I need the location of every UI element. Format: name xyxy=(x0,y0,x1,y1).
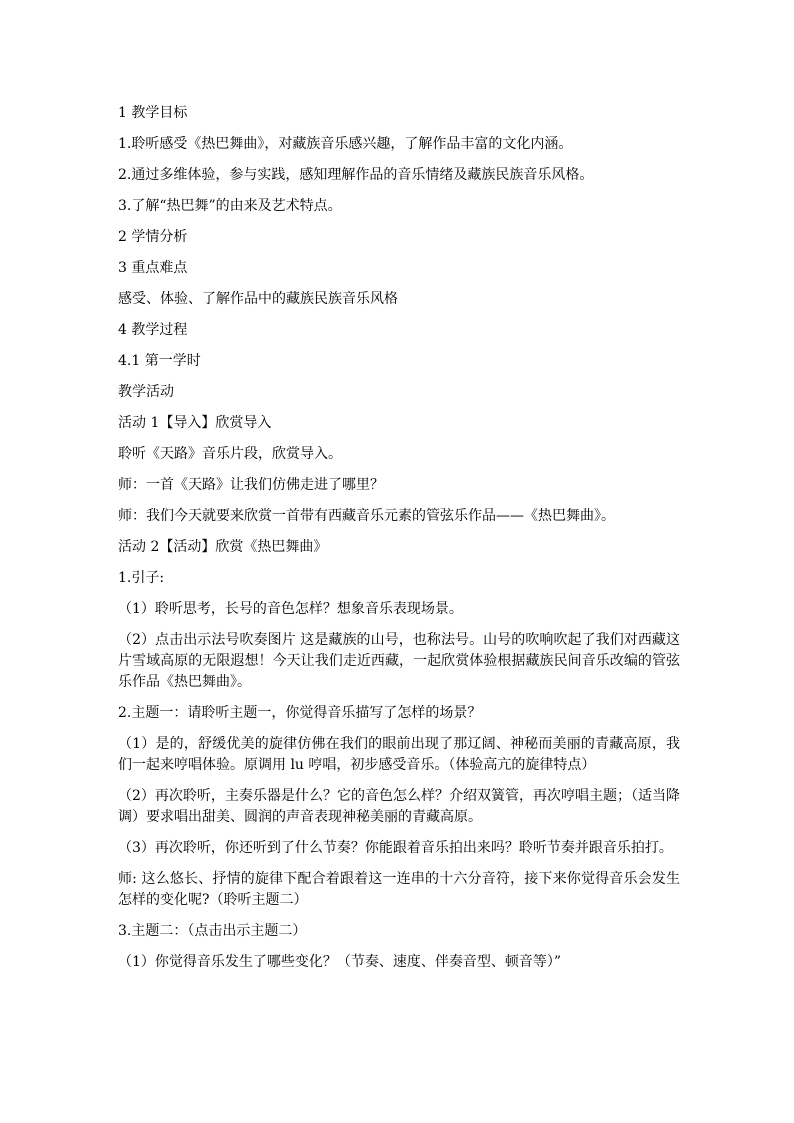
step-heading: 2.主题一：请聆听主题一，你觉得音乐描写了怎样的场景？ xyxy=(118,705,482,721)
paragraph: 师: 这么悠长、抒情的旋律下配合着跟着这一连串的十六分音符，接下来你觉得音乐会发生怎样的变化呢?（聆听主题二） xyxy=(118,871,680,908)
paragraph: （2）再次聆听，主奏乐器是什么？它的音色怎么样？介绍双簧管，再次哼唱主题；（适当降调）要求唱出甜美、圆润的声音表现神秘美丽的青藏高原。 xyxy=(118,788,680,825)
paragraph: （2）点击出示法号吹奏图片 这是藏族的山号，也称法号。山号的吹响吹起了我们对西藏这片雪域高原的无限遐想！今天让我们走近西藏，一起欣赏体验根据藏族民间音乐改编的管弦乐作品《热巴舞曲》。 xyxy=(118,632,680,690)
step-heading: 3.主题二：（点击出示主题二） xyxy=(118,923,307,939)
document-body xyxy=(118,103,680,983)
step-heading: 1.引子: xyxy=(118,570,165,586)
objective-item: 3.了解“热巴舞”的由来及艺术特点。 xyxy=(118,198,342,214)
subsection-heading: 4.1 第一学时 xyxy=(118,353,201,369)
paragraph: （1）你觉得音乐发生了哪些变化？（节奏、速度、伴奏音型、顿音等）” xyxy=(118,954,562,970)
paragraph: 师：一首《天路》让我们仿佛走进了哪里？ xyxy=(118,477,384,493)
paragraph: 师：我们今天就要来欣赏一首带有西藏音乐元素的管弦乐作品——《热巴舞曲》。 xyxy=(118,508,615,524)
paragraph: （1）聆听思考，长号的音色怎样？想象音乐表现场景。 xyxy=(118,601,463,617)
section-heading-process: 4 教学过程 xyxy=(118,322,188,338)
section-heading-objectives: 1 教学目标 xyxy=(118,105,188,121)
key-points-text: 感受、体验、了解作品中的藏族民族音乐风格 xyxy=(118,291,398,307)
paragraph: （3）再次聆听，你还听到了什么节奏？你能跟着音乐拍出来吗？聆听节奏并跟音乐拍打。 xyxy=(118,840,673,856)
section-heading-key-points: 3 重点难点 xyxy=(118,260,188,276)
paragraph: 聆听《天路》音乐片段，欣赏导入。 xyxy=(118,446,342,462)
section-heading-analysis: 2 学情分析 xyxy=(118,229,188,245)
activity-heading: 活动 2【活动】欣赏《热巴舞曲》 xyxy=(118,539,328,555)
objective-item: 2.通过多维体验，参与实践，感知理解作品的音乐情绪及藏族民族音乐风格。 xyxy=(118,167,594,183)
activity-heading: 活动 1【导入】欣赏导入 xyxy=(118,415,272,431)
objective-item: 1.聆听感受《热巴舞曲》，对藏族音乐感兴趣，了解作品丰富的文化内涵。 xyxy=(118,136,573,152)
activities-label: 教学活动 xyxy=(118,384,174,400)
paragraph: （1）是的，舒缓优美的旋律仿佛在我们的眼前出现了那辽阔、神秘而美丽的青藏高原，我们一起来哼唱体验。原调用 lu 哼唱，初步感受音乐。（体验高亢的旋律特点） xyxy=(118,736,680,773)
